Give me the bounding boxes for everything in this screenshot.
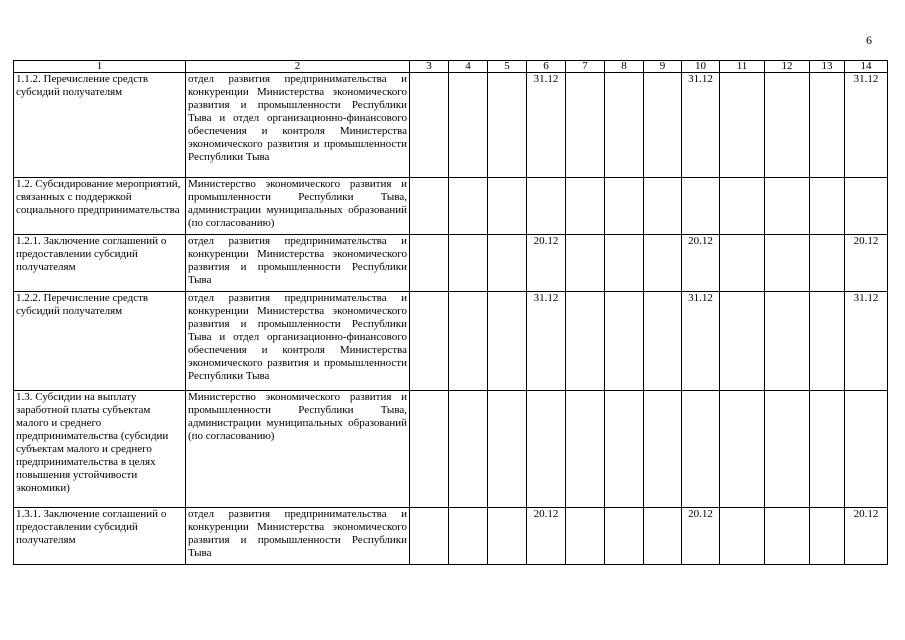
date-cell	[410, 391, 449, 508]
date-cell	[488, 178, 527, 235]
table-row	[14, 508, 888, 565]
executor-cell: отдел развития предпринимательства и конкуренции Министерства экономического развития и промышленности Республики Тыва и отдел организационно-финансового обеспечения и контроля Министерства экономического развития и промышленности Республики Тыва	[186, 292, 410, 391]
table-row	[14, 178, 888, 235]
page-number: 6	[866, 33, 872, 47]
activity-name-cell: 1.3.1. Заключение соглашений о предоставлении субсидий получателям	[14, 508, 186, 565]
table-row	[14, 73, 888, 178]
date-cell	[644, 391, 682, 508]
column-header: 11	[720, 61, 765, 73]
column-header: 2	[186, 61, 410, 73]
date-cell	[566, 292, 605, 391]
header-row	[14, 61, 888, 73]
date-cell	[765, 178, 810, 235]
date-cell	[810, 391, 845, 508]
date-cell	[605, 178, 644, 235]
date-cell	[488, 391, 527, 508]
date-cell: 20.12	[682, 235, 720, 292]
executor-cell: отдел развития предпринимательства и конкуренции Министерства экономического развития и промышленности Республики Тыва	[186, 508, 410, 565]
column-header: 9	[644, 61, 682, 73]
date-cell	[765, 235, 810, 292]
date-cell	[765, 508, 810, 565]
column-header: 6	[527, 61, 566, 73]
date-cell	[644, 235, 682, 292]
activity-name-cell: 1.2.1. Заключение соглашений о предоставлении субсидий получателям	[14, 235, 186, 292]
date-cell: 20.12	[845, 508, 888, 565]
date-cell	[605, 508, 644, 565]
date-cell	[720, 508, 765, 565]
date-cell	[644, 178, 682, 235]
date-cell	[810, 235, 845, 292]
date-cell	[720, 292, 765, 391]
column-header: 13	[810, 61, 845, 73]
table-row	[14, 391, 888, 508]
date-cell	[566, 508, 605, 565]
date-cell	[605, 292, 644, 391]
date-cell	[449, 292, 488, 391]
date-cell	[810, 73, 845, 178]
date-cell	[810, 508, 845, 565]
date-cell	[527, 178, 566, 235]
date-cell	[605, 235, 644, 292]
date-cell	[605, 73, 644, 178]
date-cell	[488, 73, 527, 178]
date-cell	[682, 178, 720, 235]
date-cell	[410, 508, 449, 565]
date-cell	[488, 508, 527, 565]
date-cell: 20.12	[845, 235, 888, 292]
activity-name-cell: 1.2.2. Перечисление средств субсидий получателям	[14, 292, 186, 391]
date-cell: 31.12	[527, 73, 566, 178]
executor-cell: Министерство экономического развития и промышленности Республики Тыва, администрации муниципальных образований (по согласованию)	[186, 391, 410, 508]
date-cell	[644, 292, 682, 391]
plan-table	[13, 60, 888, 565]
date-cell	[720, 73, 765, 178]
date-cell	[488, 235, 527, 292]
date-cell	[449, 391, 488, 508]
column-header: 7	[566, 61, 605, 73]
date-cell	[410, 178, 449, 235]
date-cell	[605, 391, 644, 508]
date-cell	[720, 391, 765, 508]
date-cell: 31.12	[682, 73, 720, 178]
date-cell	[566, 235, 605, 292]
date-cell	[410, 235, 449, 292]
date-cell	[566, 178, 605, 235]
date-cell: 31.12	[845, 73, 888, 178]
executor-cell: Министерство экономического развития и промышленности Республики Тыва, администрации муниципальных образований (по согласованию)	[186, 178, 410, 235]
executor-cell: отдел развития предпринимательства и конкуренции Министерства экономического развития и промышленности Республики Тыва и отдел организационно-финансового обеспечения и контроля Министерства экономического развития и промышленности Республики Тыва	[186, 73, 410, 178]
date-cell	[765, 391, 810, 508]
date-cell: 31.12	[845, 292, 888, 391]
date-cell	[449, 73, 488, 178]
date-cell	[644, 508, 682, 565]
column-header: 12	[765, 61, 810, 73]
date-cell	[410, 73, 449, 178]
activity-name-cell: 1.3. Субсидии на выплату заработной платы субъектам малого и среднего предпринимательства (субсидии субъектам малого и среднего предпринимательства в целях повышения устойчивости экономики)	[14, 391, 186, 508]
date-cell: 31.12	[527, 292, 566, 391]
date-cell	[527, 391, 566, 508]
date-cell: 20.12	[682, 508, 720, 565]
column-header: 14	[845, 61, 888, 73]
date-cell: 20.12	[527, 235, 566, 292]
column-header: 8	[605, 61, 644, 73]
column-header: 5	[488, 61, 527, 73]
date-cell	[410, 292, 449, 391]
date-cell	[682, 391, 720, 508]
date-cell	[449, 178, 488, 235]
column-header: 10	[682, 61, 720, 73]
table-row	[14, 292, 888, 391]
date-cell	[566, 391, 605, 508]
activity-name-cell: 1.1.2. Перечисление средств субсидий получателям	[14, 73, 186, 178]
date-cell	[720, 178, 765, 235]
date-cell: 31.12	[682, 292, 720, 391]
date-cell	[720, 235, 765, 292]
date-cell	[845, 391, 888, 508]
date-cell	[765, 292, 810, 391]
table-row	[14, 235, 888, 292]
date-cell	[644, 73, 682, 178]
date-cell	[566, 73, 605, 178]
date-cell	[810, 178, 845, 235]
date-cell	[765, 73, 810, 178]
column-header: 1	[14, 61, 186, 73]
column-header: 4	[449, 61, 488, 73]
executor-cell: отдел развития предпринимательства и конкуренции Министерства экономического развития и промышленности Республики Тыва	[186, 235, 410, 292]
date-cell	[810, 292, 845, 391]
date-cell	[449, 235, 488, 292]
date-cell	[845, 178, 888, 235]
column-header: 3	[410, 61, 449, 73]
date-cell	[449, 508, 488, 565]
date-cell: 20.12	[527, 508, 566, 565]
date-cell	[488, 292, 527, 391]
activity-name-cell: 1.2. Субсидирование мероприятий, связанных с поддержкой социального предпринимательства	[14, 178, 186, 235]
